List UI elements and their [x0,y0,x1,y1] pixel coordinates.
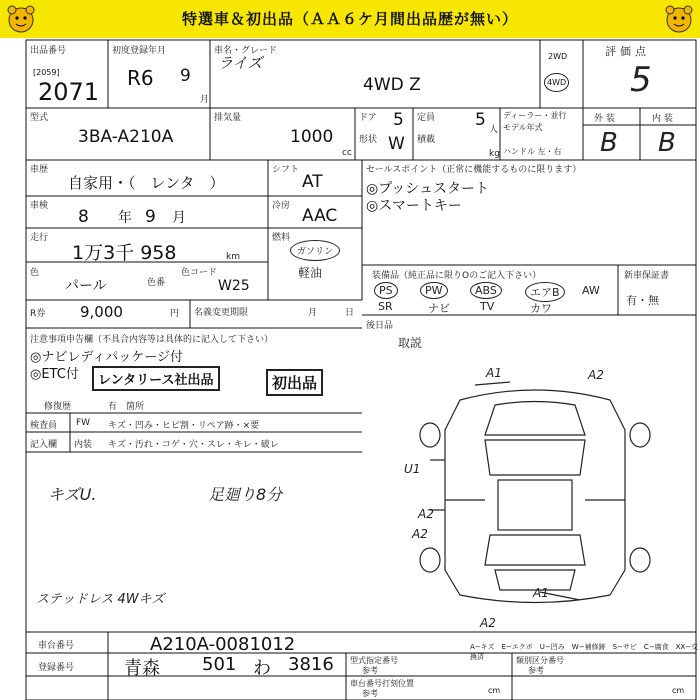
capacity-label: 定員 [417,113,436,123]
shape-label: 形状 [359,135,378,145]
doors-value: 5 [393,110,404,130]
exterior-label: 外装 [594,114,619,124]
model-value: 3BA-A210A [78,127,174,147]
displacement-value: 1000 [290,127,334,147]
model-year-label: モデル年式 [503,123,543,132]
after-day-label: 後日品 [366,321,394,331]
capacity-value: 5 [475,110,486,130]
repair-value: 有 [108,402,118,412]
equip-navi: ナビ [428,302,450,315]
fuel-label: 燃料 [272,233,291,243]
color-value: パール [65,278,107,294]
color-code: W25 [218,278,250,294]
name-change-month: 月 [308,308,318,318]
inspector-label-2: 記入欄 [30,440,58,450]
color-number-label: 色番 [147,278,166,288]
sales-point-1: ◎プッシュスタート [366,181,489,197]
chassis-pos-sub: 参考 [362,689,378,698]
mileage-label: 走行 [30,233,49,243]
name-change-label: 名義変更期限 [194,308,249,318]
type-cert-label: 型式指定番号 [350,656,398,665]
car-grade: 4WD Z [363,75,421,95]
inspection-label: 車検 [30,201,49,211]
color-label: 色 [30,268,40,278]
score-label: 評価点 [605,45,650,58]
stamp-rental: レンタリース社出品 [92,366,220,391]
class-num-sub: 参考 [528,666,544,675]
inspector-fw-text: キズ・凹み・ヒビ割・リペア跡・×要 [108,421,260,431]
damage-legend: A−キズ E−エクボ U−凹み W−補修跡 S−サビ C−腐食 XX−交換済 [470,643,699,661]
displacement-unit: cc [342,148,352,158]
mark-cm-2: cm [672,686,685,695]
inspection-month: 9 [145,207,156,227]
lot-code: [2059] [33,68,60,77]
diagram-mark-a2-left: A2 [418,507,434,521]
dealer-label: ディーラー・並行 [503,111,567,120]
fuel-gasoline: ガソリン [290,240,340,261]
notes-label: 注意事項申告欄（不具合内容等は具体的に記入して下さい） [30,335,274,345]
mark-cm-1: cm [488,686,501,695]
first-reg-era: R6 [127,66,154,90]
r-ticket-value: 9,000 [80,303,123,321]
chassis-label: 車台番号 [38,641,75,651]
reg-number-label: 登録番号 [38,663,75,673]
capacity-unit: 人 [489,125,499,135]
inspection-month-unit: 月 [172,210,186,226]
model-label: 型式 [30,113,49,123]
diagram-mark-a2-bottom: A2 [480,616,496,630]
r-ticket-unit: 円 [170,309,180,319]
usage-label: 車歴 [30,165,49,175]
equip-abs: ABS [470,282,502,299]
displacement-label: 排気量 [214,113,242,123]
inspection-year-unit: 年 [118,210,132,226]
class-num-label: 類別区分番号 [516,656,564,665]
first-reg-label: 初度登録年月 [112,46,167,56]
diagram-mark-a2-left-2: A2 [412,527,428,541]
inspector-interior: 内装 [74,440,93,450]
exterior-value: B [600,128,618,158]
inspection-year: 8 [78,207,89,227]
note-1: ◎ナビレディパッケージ付 [30,350,184,365]
after-day-value: 取説 [398,336,423,350]
interior-value: B [658,128,676,158]
drive-2wd: 2WD [548,52,568,61]
doors-label: ドア [359,113,377,123]
handwritten-note-2: 足廻り8分 [208,485,283,504]
diagram-mark-a1-top: A1 [486,366,502,380]
diagram-mark-a2-top: A2 [588,368,604,382]
ac-value: AAC [302,206,338,226]
shape-value: W [388,134,405,154]
usage-value: 自家用・（ レンタ ） [68,174,225,192]
fuel-diesel: 軽油 [298,266,323,280]
name-change-day: 日 [345,308,355,318]
inspector-label: 検査員 [30,421,58,431]
load-unit: kg [489,149,500,159]
car-name: ライズ [218,54,263,72]
repair-bracket: 箇所 [126,402,145,412]
inspector-interior-text: キズ・汚れ・コゲ・穴・スレ・キレ・破レ [108,440,279,450]
chassis-value: A210A-0081012 [150,634,296,655]
equip-tv: TV [480,300,495,313]
r-ticket-label: R券 [30,309,46,319]
score-value: 5 [630,60,652,100]
first-reg-month: 9 [180,66,191,86]
diagram-mark-u1: U1 [404,462,421,476]
equip-leather: カワ [530,302,552,315]
equip-ps: PS [374,282,398,299]
reg-region: 青森 [124,658,160,679]
ac-label: 冷房 [272,201,291,211]
color-code-label: 色コード [181,268,218,278]
banner-title: 特選車＆初出品（ＡＡ６ケ月間出品歴が無い） [181,10,518,28]
equip-aw: AW [582,284,600,297]
equip-pw: PW [420,282,448,299]
mileage-value: 1万3千 958 [72,242,177,264]
inspector-fw: FW [76,418,91,428]
mileage-unit: km [226,252,240,262]
equip-sr: SR [378,300,393,313]
lot-label: 出品番号 [30,46,67,56]
equip-airbag: エアB [525,282,565,302]
sales-point-2: ◎スマートキー [366,198,462,214]
lot-number: 2071 [38,78,100,106]
stamp-first-listing: 初出品 [266,369,323,396]
handle-label: ハンドル 左・右 [503,147,562,156]
equipment-label: 装備品（純正品に限りOのご記入下さい） [372,271,542,281]
handwritten-note-1: キズU. [48,485,97,504]
shift-value: AT [302,172,323,192]
new-warranty-label: 新車保証書 [624,271,670,281]
load-label: 積載 [417,135,436,145]
car-name-label: 車名・グレード [214,46,278,56]
sales-points-label: セールスポイント（正常に機能するものに限ります） [366,165,582,175]
interior-label: 内装 [652,114,677,124]
chassis-pos-label: 車台番号打刻位置 [350,679,414,688]
type-cert-sub: 参考 [362,666,378,675]
shift-label: シフト [272,165,300,175]
reg-class: 501 [202,654,237,675]
handwritten-note-3: ステッドレス 4Wキズ [36,592,165,607]
new-warranty-value: 有・無 [626,294,659,307]
reg-number: 3816 [288,654,334,675]
reg-kana: わ [253,658,271,679]
drive-4wd: 4WD [544,73,569,92]
repair-label: 修復歴 [44,402,72,412]
first-reg-month-unit: 月 [200,95,210,105]
note-2: ◎ETC付 [30,367,79,382]
diagram-mark-a1-bottom: A1 [533,586,549,600]
